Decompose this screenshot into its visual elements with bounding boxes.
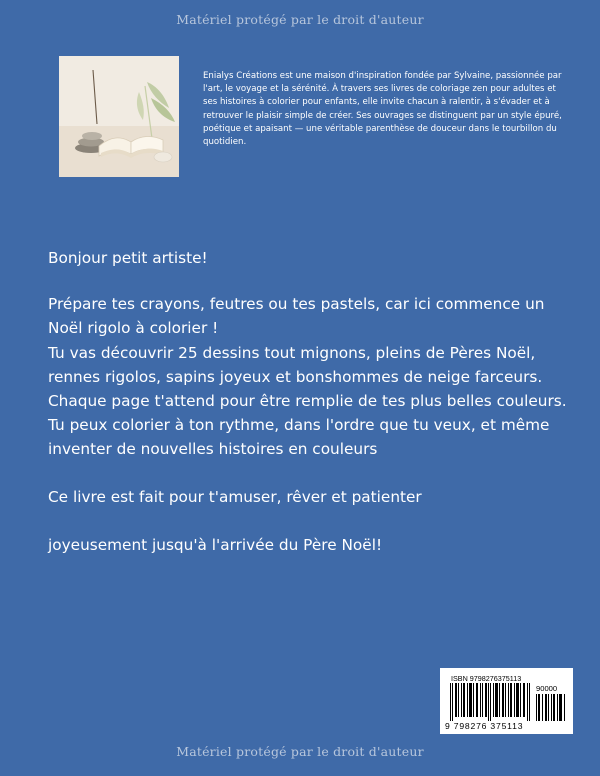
blurb-paragraph-4: Ce livre est fait pour t'amuser, rêver et patienter — [48, 487, 422, 506]
addon-barcode-bars — [536, 694, 566, 721]
blurb-paragraph-2: Tu vas découvrir 25 dessins tout mignons, pleins de Pères Noël, rennes rigolos, sapins joyeux et bonshommes de neige farceurs. Chaque page t'attend pour être remplie de tes plus belles couleurs. — [48, 343, 567, 411]
author-photo — [59, 56, 179, 177]
barcode-digits: 9 798276 375113 — [445, 721, 524, 731]
author-bio: Enialys Créations est une maison d'inspiration fondée par Sylvaine, passionnée par l'art, le voyage et la sérénité. À travers ses livres de coloriage zen pour adultes et ses histoires à colorier pour enfants, elle invite chacun à ralentir, à s'évader et à retrouver le plaisir simple de créer. Ses ouvrages se distinguent par un style épuré, poétique et apaisant — une véritable parenthèse de douceur dans le tourbillon du quotidien. — [203, 71, 562, 148]
blurb-greeting: Bonjour petit artiste! — [48, 249, 208, 267]
blurb-paragraph-5: joyeusement jusqu'à l'arrivée du Père Noël! — [48, 535, 383, 554]
barcode-bars — [450, 683, 532, 721]
blurb-paragraph-3: Tu peux colorier à ton rythme, dans l'ordre que tu veux, et même inventer de nouvelles histoires en couleurs — [48, 416, 550, 459]
isbn-label: ISBN 9798276375113 — [451, 674, 522, 683]
copyright-watermark-top: Matériel protégé par le droit d'auteur — [176, 12, 424, 27]
blurb-paragraph-1: Prépare tes crayons, feutres ou tes pastels, car ici commence un Noël rigolo à colorier ! — [48, 295, 545, 338]
back-cover-blurb — [48, 246, 578, 557]
price-code: 90000 — [536, 684, 558, 693]
copyright-watermark-bottom: Matériel protégé par le droit d'auteur — [176, 744, 424, 759]
isbn-barcode — [440, 668, 573, 734]
